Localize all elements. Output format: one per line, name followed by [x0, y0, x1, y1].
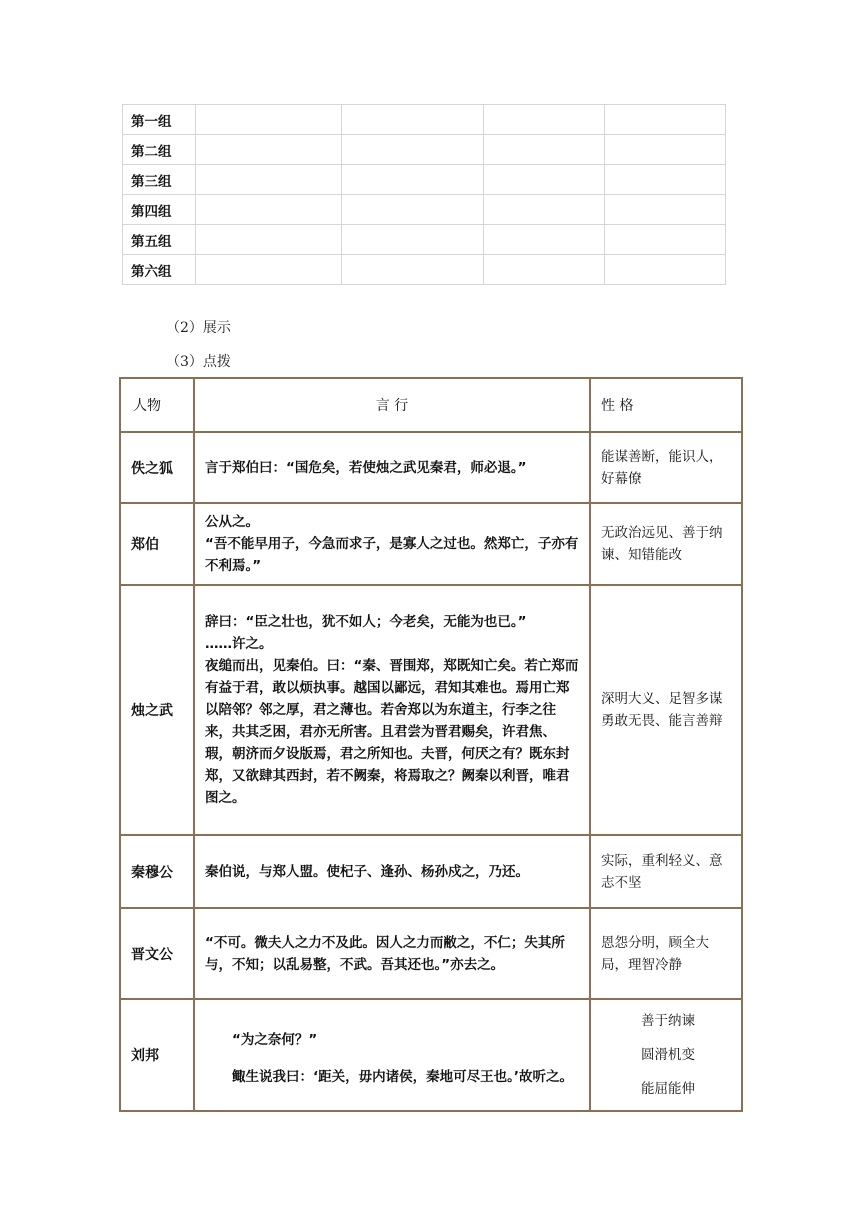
words-text: 夜缒而出，见秦伯。曰：“秦、晋围郑，郑既知亡矣。若亡郑而有益于君，敢以烦执事。越国以鄙远，君知其难也。焉用亡郑以陪邻？邻之厚，君之薄也。若舍郑以为东道主，行李之往来，共其乏困，君亦无所害。且君尝为晋君赐矣，许君焦、瑕，朝济而夕设版焉，君之所知也。夫晋，何厌之有？既东封郑，又欲肆其西封，若不阙秦，将焉取之？阙秦以利晋，唯君图之。	[205, 658, 579, 806]
header-person: 人物	[120, 378, 194, 432]
words-text: ……许之。	[205, 636, 273, 652]
table-row	[123, 195, 726, 225]
trait-text: 实际，重利轻义、意志不坚	[590, 835, 742, 908]
words-cell	[194, 432, 590, 503]
header-words: 言 行	[194, 378, 590, 432]
words-text: “为之奈何？”	[232, 1032, 318, 1048]
table-row	[123, 255, 726, 285]
person-name: 郑伯	[120, 503, 194, 585]
table-row	[120, 908, 742, 999]
group-label: 第六组	[123, 255, 196, 285]
table-row	[123, 165, 726, 195]
group-label: 第四组	[123, 195, 196, 225]
group-label: 第五组	[123, 225, 196, 255]
trait-text: 圆滑机变	[641, 1047, 695, 1063]
group-table	[122, 104, 726, 285]
words-text: 秦伯说，与郑人盟。使杞子、逢孙、杨孙戍之，乃还。	[205, 863, 529, 880]
table-row	[123, 105, 726, 135]
words-text: 鲰生说我曰：‘距关，毋内诸侯，秦地可尽王也。’故听之。	[232, 1069, 574, 1085]
group-label: 第三组	[123, 165, 196, 195]
words-cell	[194, 908, 590, 999]
person-name: 佚之狐	[120, 432, 194, 503]
trait-text: 恩怨分明，顾全大局，理智冷静	[590, 908, 742, 999]
section-heading-show: （2）展示	[166, 320, 231, 336]
trait-text: 善于纳谏	[641, 1013, 695, 1029]
table-row	[120, 503, 742, 585]
table-row	[120, 999, 742, 1111]
table-row	[123, 135, 726, 165]
words-text: “不可。微夫人之力不及此。因人之力而敝之，不仁；失其所与，不知；以乱易整，不武。吾其还也。”亦去之。	[205, 934, 565, 973]
words-text: 言于郑伯曰：“国危矣，若使烛之武见秦君，师必退。”	[205, 459, 527, 476]
traits-cell	[590, 999, 742, 1111]
table-row	[120, 432, 742, 503]
group-label: 第二组	[123, 135, 196, 165]
person-name: 晋文公	[120, 908, 194, 999]
header-character: 性 格	[590, 378, 742, 432]
words-cell	[194, 585, 590, 835]
words-cell	[194, 503, 590, 585]
person-name: 烛之武	[120, 585, 194, 835]
trait-text: 能谋善断，能识人，好幕僚	[590, 432, 742, 503]
words-text: 公从之。	[205, 514, 259, 530]
person-name: 秦穆公	[120, 835, 194, 908]
trait-text: 能屈能伸	[641, 1081, 695, 1097]
table-row	[120, 585, 742, 835]
trait-text: 无政治远见、善于纳谏、知错能改	[590, 503, 742, 585]
table-row	[120, 835, 742, 908]
group-label: 第一组	[123, 105, 196, 135]
table-row	[123, 225, 726, 255]
trait-text: 深明大义、足智多谋勇敢无畏、能言善辩	[590, 585, 742, 835]
words-cell	[194, 835, 590, 908]
section-heading-guide: （3）点拨	[166, 354, 231, 370]
table-header-row	[120, 378, 742, 432]
person-name: 刘邦	[120, 999, 194, 1111]
character-analysis-table	[119, 377, 743, 1112]
words-text: 辞曰：“臣之壮也，犹不如人；今老矣，无能为也已。”	[205, 614, 527, 630]
words-text: “吾不能早用子，今急而求子，是寡人之过也。然郑亡，子亦有不利焉。”	[205, 536, 579, 574]
words-cell	[194, 999, 590, 1111]
